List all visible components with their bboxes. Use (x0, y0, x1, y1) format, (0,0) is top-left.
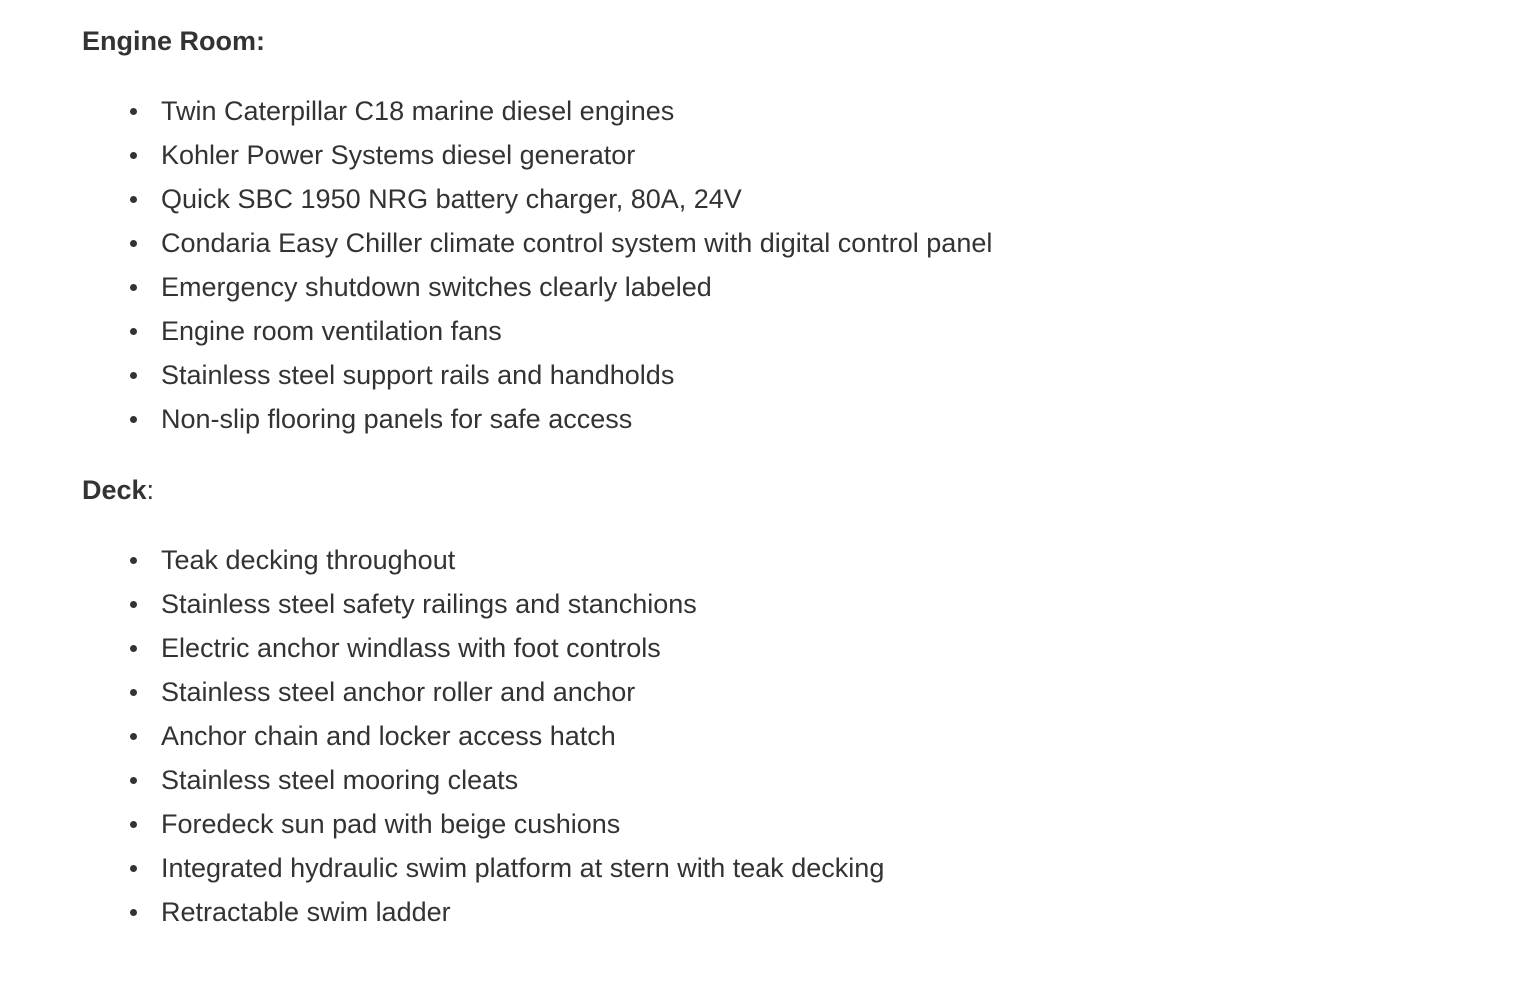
section-heading-deck-rest: : (146, 475, 155, 505)
bullet-icon (130, 328, 137, 335)
bullet-icon (130, 909, 137, 916)
bullet-icon (130, 196, 137, 203)
bullet-icon (130, 240, 137, 247)
bullet-icon (130, 821, 137, 828)
list-item (161, 133, 1532, 177)
list-item (161, 714, 1532, 758)
list-item-text: Foredeck sun pad with beige cushions (161, 809, 621, 839)
list-item-text: Electric anchor windlass with foot controls (161, 633, 661, 663)
list-item (161, 890, 1532, 934)
bullet-icon (130, 645, 137, 652)
list-item (161, 802, 1532, 846)
list-item (161, 397, 1532, 441)
list-item (161, 626, 1532, 670)
list-item (161, 309, 1532, 353)
list-item (161, 89, 1532, 133)
bullet-icon (130, 557, 137, 564)
list-item-text: Retractable swim ladder (161, 897, 451, 927)
section-heading-engine-room (82, 22, 1532, 60)
bullet-icon (130, 601, 137, 608)
list-item (161, 353, 1532, 397)
list-item-text: Stainless steel mooring cleats (161, 765, 519, 795)
list-item-text: Anchor chain and locker access hatch (161, 721, 616, 751)
deck-list (82, 538, 1532, 934)
list-item-text: Stainless steel support rails and handholds (161, 360, 675, 390)
list-item (161, 177, 1532, 221)
section-heading-engine-room-bold: Engine Room: (82, 26, 265, 56)
bullet-icon (130, 733, 137, 740)
bullet-icon (130, 416, 137, 423)
list-item-text: Stainless steel anchor roller and anchor (161, 677, 636, 707)
list-item (161, 670, 1532, 714)
bullet-icon (130, 777, 137, 784)
list-item-text: Condaria Easy Chiller climate control system with digital control panel (161, 228, 993, 258)
bullet-icon (130, 108, 137, 115)
list-item (161, 265, 1532, 309)
list-item-text: Teak decking throughout (161, 545, 456, 575)
list-item-text: Stainless steel safety railings and stanchions (161, 589, 697, 619)
list-item (161, 538, 1532, 582)
list-item (161, 758, 1532, 802)
list-item-text: Engine room ventilation fans (161, 316, 502, 346)
list-item (161, 582, 1532, 626)
section-heading-deck-bold: Deck (82, 475, 147, 505)
section-heading-deck (82, 471, 1532, 509)
list-item (161, 221, 1532, 265)
list-item-text: Emergency shutdown switches clearly labeled (161, 272, 712, 302)
list-item-text: Non-slip flooring panels for safe access (161, 404, 633, 434)
list-item-text: Kohler Power Systems diesel generator (161, 140, 636, 170)
list-item-text: Quick SBC 1950 NRG battery charger, 80A, 24V (161, 184, 742, 214)
bullet-icon (130, 865, 137, 872)
list-item-text: Integrated hydraulic swim platform at stern with teak decking (161, 853, 885, 883)
bullet-icon (130, 689, 137, 696)
engine-room-list (82, 89, 1532, 441)
list-item (161, 846, 1532, 890)
bullet-icon (130, 152, 137, 159)
list-item-text: Twin Caterpillar C18 marine diesel engines (161, 96, 675, 126)
bullet-icon (130, 372, 137, 379)
bullet-icon (130, 284, 137, 291)
